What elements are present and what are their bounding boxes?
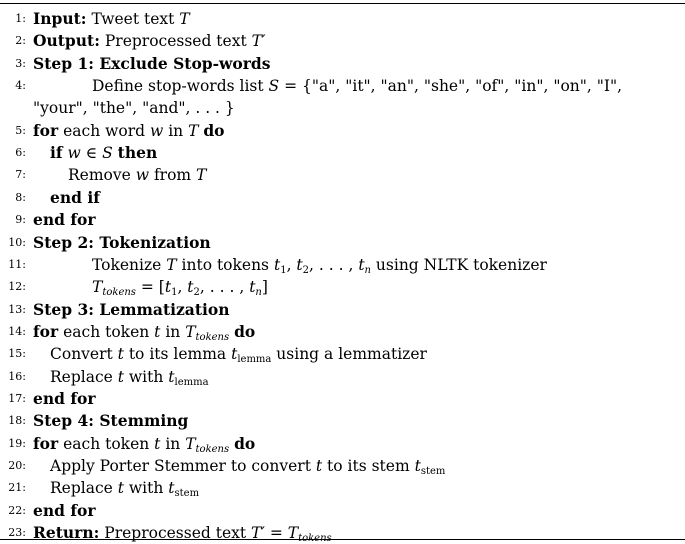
- line-number: 3:: [15, 56, 26, 70]
- text-run: lemma: [174, 376, 209, 388]
- text-run: = [: [135, 278, 165, 297]
- algorithm-line: [0, 142, 685, 164]
- line-text: [68, 164, 206, 186]
- text-run: T: [92, 278, 103, 297]
- line-number: 4:: [15, 79, 26, 93]
- text-run: Replace: [50, 479, 118, 498]
- line-text: [33, 522, 332, 544]
- line-text: [33, 209, 96, 231]
- text-run: n: [364, 264, 371, 276]
- text-run: Step 2: Tokenization: [33, 232, 211, 252]
- text-run: t: [414, 457, 421, 475]
- text-run: each token: [58, 434, 155, 453]
- line-number: 10:: [8, 235, 26, 249]
- line-number: 6:: [15, 146, 26, 160]
- line-text: [33, 53, 270, 75]
- text-run: end for: [33, 500, 96, 520]
- text-run: Step 4: Stemming: [33, 411, 189, 431]
- text-run: each token: [58, 322, 155, 341]
- line-text: [50, 455, 445, 477]
- text-run: lemma: [237, 354, 272, 366]
- text-run: T: [166, 255, 177, 274]
- text-run: t: [117, 345, 124, 364]
- text-run: in: [160, 322, 186, 341]
- line-text: [50, 366, 209, 388]
- text-run: 2: [193, 287, 200, 299]
- text-run: = {"a", "it", "an", "she", "of", "in", "on", "I",: [279, 77, 623, 96]
- text-run: Remove: [68, 166, 136, 185]
- text-run: T: [287, 524, 299, 543]
- algorithm-line: [0, 455, 685, 477]
- text-run: 2: [302, 264, 310, 276]
- text-run: S: [268, 77, 280, 96]
- line-number: 22:: [8, 503, 26, 517]
- algorithm-line: [0, 97, 685, 119]
- text-run: end for: [33, 210, 96, 230]
- text-run: in: [163, 121, 189, 140]
- text-run: Step 3: Lemmatization: [33, 299, 230, 319]
- text-run: T′: [251, 524, 265, 543]
- line-number: 12:: [8, 280, 26, 294]
- text-run: Define stop-words list: [92, 77, 269, 96]
- line-text: [33, 321, 255, 343]
- line-number: 5:: [15, 123, 26, 137]
- text-run: tokens: [298, 533, 332, 544]
- text-run: in: [160, 434, 186, 453]
- line-number: 15:: [8, 347, 26, 361]
- text-run: to its stem: [322, 457, 415, 475]
- algorithm-line: [0, 8, 685, 30]
- text-run: T: [185, 322, 196, 341]
- line-number: 16:: [8, 369, 26, 383]
- text-run: ,: [177, 278, 188, 297]
- text-run: for: [33, 120, 59, 140]
- text-run: stem: [174, 488, 200, 500]
- text-run: ]: [261, 278, 268, 297]
- line-number: 13:: [8, 302, 26, 316]
- line-text: [50, 477, 199, 499]
- line-number: 14:: [8, 324, 26, 338]
- algorithm-line: [0, 433, 685, 455]
- text-run: Apply Porter Stemmer to convert: [50, 457, 316, 475]
- line-number: 7:: [15, 168, 26, 182]
- algorithm-line: [0, 164, 685, 186]
- line-text: [50, 343, 427, 365]
- line-text: [33, 410, 188, 432]
- line-text: [33, 433, 255, 455]
- text-run: Preprocessed text: [99, 524, 252, 543]
- text-run: Tokenize: [92, 255, 167, 274]
- text-run: Return:: [33, 523, 100, 543]
- algorithm-line: [0, 120, 685, 142]
- text-run: to its lemma: [123, 345, 232, 364]
- text-run: t: [358, 255, 365, 274]
- line-text: [92, 75, 622, 97]
- algorithm-line: [0, 53, 685, 75]
- text-run: S: [102, 144, 113, 163]
- text-run: tokens: [195, 443, 230, 455]
- text-run: for: [33, 433, 59, 453]
- text-run: Step 1: Exclude Stop-words: [33, 53, 271, 73]
- text-run: w: [149, 121, 164, 140]
- line-number: 2:: [15, 34, 26, 48]
- line-number: 1:: [15, 12, 26, 25]
- line-number: 8:: [15, 190, 26, 204]
- line-number: 11:: [8, 257, 26, 271]
- line-number: 17:: [8, 391, 26, 405]
- text-run: stem: [420, 466, 446, 477]
- text-run: T: [179, 10, 190, 28]
- text-run: for: [33, 321, 59, 341]
- line-text: [50, 187, 100, 209]
- text-run: "your", "the", "and", . . . }: [33, 99, 235, 118]
- text-run: , . . . ,: [309, 255, 359, 274]
- text-run: t: [231, 345, 238, 364]
- line-number: 23:: [8, 526, 26, 540]
- text-run: Output:: [33, 31, 100, 51]
- text-run: into tokens: [176, 255, 274, 274]
- line-text: [33, 500, 96, 522]
- text-run: Replace: [50, 367, 118, 386]
- line-text: [33, 97, 235, 119]
- algorithm-line: [0, 30, 685, 52]
- text-run: T: [185, 434, 196, 453]
- bottom-rule: [0, 539, 685, 540]
- text-run: T′: [251, 32, 266, 51]
- text-run: w: [135, 166, 150, 185]
- text-run: Tweet text: [86, 10, 180, 28]
- algorithm-line: [0, 75, 685, 97]
- text-run: using a lemmatizer: [271, 345, 427, 364]
- text-run: t: [168, 479, 175, 498]
- text-run: end if: [50, 187, 100, 207]
- algorithm-line: [0, 500, 685, 522]
- algorithm-line: [0, 209, 685, 231]
- algorithm-line: [0, 321, 685, 343]
- line-text: [50, 142, 157, 164]
- text-run: end for: [33, 388, 96, 408]
- text-run: Input:: [33, 9, 87, 28]
- text-run: with: [123, 367, 169, 386]
- text-run: tokens: [195, 331, 230, 343]
- line-text: [33, 388, 96, 410]
- text-run: if: [50, 143, 63, 163]
- line-number: 19:: [8, 436, 26, 450]
- algorithm-line: [0, 366, 685, 388]
- line-number: 20:: [8, 459, 26, 472]
- algorithm-line: [0, 410, 685, 432]
- text-run: t: [164, 278, 172, 297]
- text-run: each word: [58, 121, 150, 140]
- line-text: [33, 120, 225, 142]
- algorithm-line: [0, 232, 685, 254]
- text-run: n: [255, 287, 262, 299]
- algorithm-line: [0, 276, 685, 298]
- line-text: [92, 254, 547, 276]
- algorithm-line: [0, 299, 685, 321]
- text-run: t: [168, 367, 175, 386]
- algorithm-line: [0, 522, 685, 544]
- text-run: t: [117, 367, 124, 386]
- line-text: [33, 299, 230, 321]
- text-run: from: [149, 166, 197, 185]
- algorithm-line: [0, 477, 685, 499]
- line-text: [33, 232, 211, 254]
- algorithm-line: [0, 343, 685, 365]
- line-number: 9:: [15, 213, 26, 227]
- text-run: T: [188, 121, 199, 140]
- algorithm-line: [0, 187, 685, 209]
- text-run: using NLTK tokenizer: [371, 255, 547, 274]
- text-run: =: [264, 524, 288, 543]
- text-run: do: [234, 433, 256, 453]
- line-text: [33, 30, 265, 52]
- algorithm-line: [0, 254, 685, 276]
- line-number: 18:: [8, 414, 26, 428]
- text-run: then: [117, 143, 158, 163]
- text-run: do: [234, 321, 256, 341]
- text-run: t: [273, 255, 281, 274]
- text-run: t: [249, 278, 256, 297]
- algorithm-line: [0, 388, 685, 410]
- text-run: Preprocessed text: [99, 32, 252, 51]
- text-run: t: [154, 434, 161, 453]
- text-run: t: [315, 457, 323, 475]
- text-run: ,: [286, 255, 297, 274]
- text-run: Convert: [50, 345, 118, 364]
- text-run: T: [196, 166, 207, 185]
- top-rule: [0, 3, 685, 4]
- line-number: 21:: [8, 481, 26, 495]
- text-run: 1: [280, 264, 287, 276]
- text-run: w: [67, 144, 81, 163]
- text-run: tokens: [102, 287, 136, 299]
- line-text: [33, 8, 190, 30]
- text-run: , . . . ,: [199, 278, 250, 297]
- text-run: do: [203, 120, 225, 140]
- text-run: ∈: [80, 144, 103, 163]
- text-run: t: [296, 255, 303, 274]
- line-text: [92, 276, 268, 298]
- text-run: t: [117, 479, 124, 498]
- text-run: t: [187, 278, 194, 297]
- text-run: 1: [171, 287, 178, 299]
- text-run: with: [123, 479, 169, 498]
- text-run: t: [154, 322, 161, 341]
